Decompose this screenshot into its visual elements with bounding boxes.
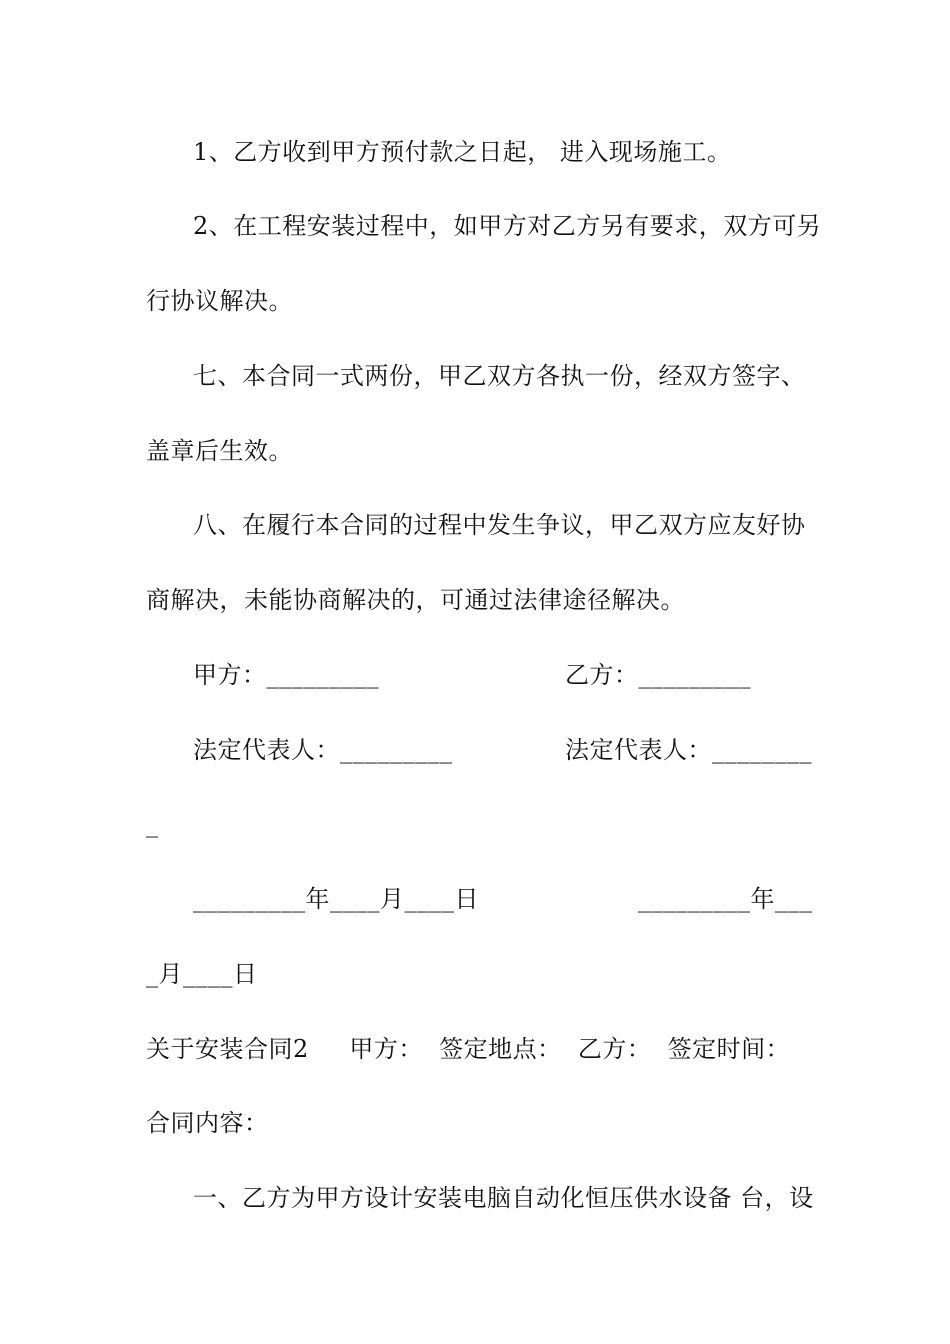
party-b-signature: 乙方：_________ bbox=[565, 661, 751, 689]
party-b-representative-continuation: _ bbox=[146, 810, 159, 838]
contract-content-label: 合同内容： bbox=[146, 1109, 269, 1137]
item-1-line: 一、乙方为甲方设计安装电脑自动化恒压供水设备 台，设 bbox=[193, 1184, 814, 1212]
clause-7-line-1: 七、本合同一式两份，甲乙双方各执一份，经双方签字、 bbox=[193, 362, 806, 390]
party-a-date: _________年____月____日 bbox=[193, 885, 479, 913]
clause-8-line-1: 八、在履行本合同的过程中发生争议，甲乙双方应友好协 bbox=[193, 511, 806, 539]
party-b-representative: 法定代表人：________ bbox=[565, 736, 812, 764]
paragraph-2-line-1: 2、在工程安装过程中，如甲方对乙方另有要求，双方可另 bbox=[193, 212, 822, 240]
contract-2-header: 关于安装合同2 甲方： 签定地点： 乙方： 签定时间： bbox=[146, 1035, 791, 1063]
party-b-date: _________年___ bbox=[638, 885, 813, 913]
clause-8-line-2: 商解决，未能协商解决的，可通过法律途径解决。 bbox=[146, 586, 685, 614]
clause-7-line-2: 盖章后生效。 bbox=[146, 437, 293, 465]
paragraph-1-line: 1、乙方收到甲方预付款之日起， 进入现场施工。 bbox=[193, 138, 732, 166]
party-a-signature: 甲方：_________ bbox=[193, 661, 379, 689]
paragraph-2-line-2: 行协议解决。 bbox=[146, 287, 293, 315]
party-b-date-continuation: _月____日 bbox=[146, 960, 258, 988]
party-a-representative: 法定代表人：_________ bbox=[193, 736, 453, 764]
